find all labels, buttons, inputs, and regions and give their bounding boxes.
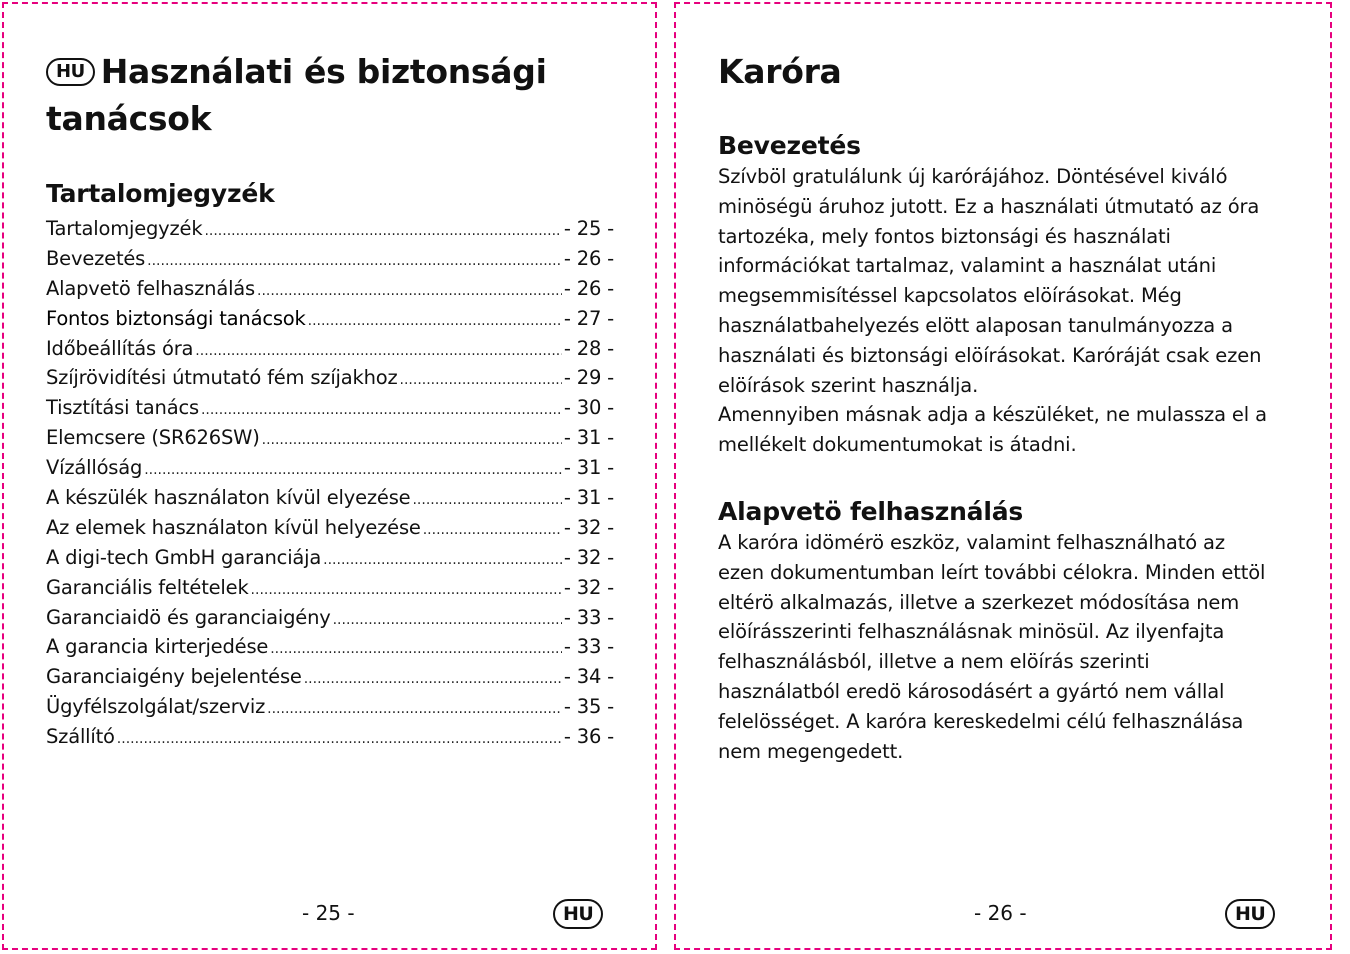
toc-page: - 35 - (563, 695, 614, 719)
toc-label: Vízállóság (46, 456, 143, 480)
toc-label: Garanciaigény bejelentése (46, 665, 302, 689)
toc-page: - 30 - (563, 396, 614, 420)
toc-leader (400, 366, 562, 396)
toc-entry (46, 363, 614, 393)
toc-label: Tartalomjegyzék (46, 217, 203, 240)
toc-label: Alapvetö felhasználás (46, 276, 256, 300)
toc-entry (46, 603, 614, 633)
toc-page: - 33 - (563, 635, 614, 659)
toc-label: Szállító (46, 725, 115, 749)
toc-leader (304, 665, 562, 695)
toc-leader (270, 635, 562, 665)
toc-entry (46, 423, 614, 453)
toc-label: A digi-tech GmbH garanciája (46, 545, 322, 569)
toc-entry (46, 662, 614, 692)
toc-leader (423, 516, 562, 546)
toc-entry (46, 274, 614, 304)
section-line: elöírások szerint használja. (718, 373, 979, 397)
toc-entry (46, 453, 614, 483)
toc-label: Elemcsere (SR626SW) (46, 426, 260, 450)
section-line: A karóra idömérö eszköz, valamint felhasználható az (718, 531, 1225, 554)
section-heading: Alapvetö felhasználás (718, 497, 1024, 526)
toc-leader (267, 695, 562, 725)
right-page (674, 2, 1332, 950)
toc-page: - 26 - (563, 246, 614, 270)
toc-heading: Tartalomjegyzék (46, 179, 275, 208)
table-of-contents (46, 214, 614, 752)
toc-leader (144, 456, 562, 486)
section-basic-use (718, 496, 1298, 766)
toc-page: - 27 - (563, 306, 614, 330)
language-badge: HU (1225, 899, 1275, 929)
section-introduction (718, 130, 1298, 460)
toc-leader (251, 576, 562, 606)
page-number: - 25 - (302, 901, 355, 925)
section-line: mellékelt dokumentumokat is átadni. (718, 433, 1077, 457)
section-line: ezen dokumentumban leírt további célokra. Minden ettöl (718, 560, 1266, 584)
toc-entry (46, 334, 614, 364)
toc-entry (46, 483, 614, 513)
toc-page: - 32 - (563, 515, 614, 539)
section-line: megsemmisítéssel kapcsolatos elöírásokat. Még (718, 284, 1182, 308)
toc-entry (46, 692, 614, 722)
toc-entry (46, 632, 614, 662)
toc-page: - 28 - (563, 336, 614, 360)
toc-page: - 31 - (563, 486, 614, 510)
toc-leader (323, 546, 562, 576)
toc-label: A garancia kirterjedése (46, 635, 269, 659)
toc-leader (257, 277, 562, 307)
toc-entry (46, 304, 614, 334)
toc-entry (46, 573, 614, 603)
toc-leader (147, 247, 562, 277)
toc-page: - 31 - (563, 456, 614, 480)
toc-label: Fontos biztonsági tanácsok (46, 306, 306, 330)
toc-page: - 36 - (563, 725, 614, 749)
toc-label: Tisztítási tanács (46, 396, 199, 420)
toc-label: Az elemek használaton kívül helyezése (46, 515, 421, 539)
section-line: tartozéka, mely fontos biztonsági és használati (718, 224, 1171, 248)
section-line: felelösséget. A karóra kereskedelmi célú felhasználása (718, 709, 1244, 733)
toc-label: Időbeállítás óra (46, 336, 194, 360)
section-line: elöírásszerinti felhasználásnak minösül. Az ilyenfajta (718, 620, 1225, 644)
section-line: információkat tartalmaz, valamint a használat utáni (718, 254, 1217, 278)
toc-entry (46, 244, 614, 274)
toc-page: - 34 - (563, 665, 614, 689)
toc-page: - 26 - (563, 276, 614, 300)
toc-leader (204, 217, 561, 247)
section-line: használatból eredö károsodásért a gyártó nem vállal (718, 679, 1225, 703)
toc-leader (412, 486, 561, 516)
section-line: Amennyiben másnak adja a készüléket, ne mulassza el a (718, 403, 1267, 427)
page-title: Karóra (718, 52, 842, 91)
section-line: használatbahelyezés elött alaposan tanulmányozza a (718, 313, 1233, 337)
toc-page: - 32 - (563, 575, 614, 599)
toc-leader (333, 606, 562, 636)
toc-leader (117, 725, 562, 755)
toc-page: - 32 - (563, 545, 614, 569)
page-title (46, 48, 606, 142)
toc-entry (46, 214, 614, 244)
toc-entry (46, 543, 614, 573)
toc-entry (46, 393, 614, 423)
toc-label: A készülék használaton kívül elyezése (46, 486, 411, 510)
toc-page: - 29 - (563, 366, 614, 390)
page-number: - 26 - (974, 901, 1027, 925)
toc-label: Szíjrövidítési útmutató fém szíjakhoz (46, 366, 398, 390)
toc-leader (308, 307, 562, 337)
toc-entry (46, 513, 614, 543)
toc-label: Ügyfélszolgálat/szerviz (46, 695, 266, 719)
toc-label: Bevezetés (46, 246, 146, 270)
toc-entry (46, 722, 614, 752)
title-text: Használati és biztonsági tanácsok (46, 52, 547, 138)
section-line: felhasználásból, illetve a nem elöírás szerinti (718, 650, 1150, 674)
language-badge: HU (553, 899, 603, 929)
section-line: minöségü áruhoz jutott. Ez a használati útmutató az óra (718, 194, 1260, 218)
toc-leader (262, 426, 562, 456)
toc-page: - 25 - (563, 217, 614, 240)
toc-page: - 31 - (563, 426, 614, 450)
toc-label: Garanciaidö és garanciaigény (46, 605, 331, 629)
language-badge: HU (46, 58, 95, 86)
toc-page: - 33 - (563, 605, 614, 629)
section-line: Szívböl gratulálunk új karórájához. Döntésével kiváló (718, 165, 1228, 188)
toc-leader (195, 337, 562, 367)
section-line: nem megengedett. (718, 739, 904, 763)
toc-label: Garanciális feltételek (46, 575, 249, 599)
left-page (2, 2, 657, 950)
toc-leader (201, 396, 562, 426)
section-line: eltérö alkalmazás, illetve a szerkezet módosítása nem (718, 590, 1240, 614)
section-line: használati és biztonsági elöírásokat. Karóráját csak ezen (718, 343, 1262, 367)
section-heading: Bevezetés (718, 131, 861, 160)
